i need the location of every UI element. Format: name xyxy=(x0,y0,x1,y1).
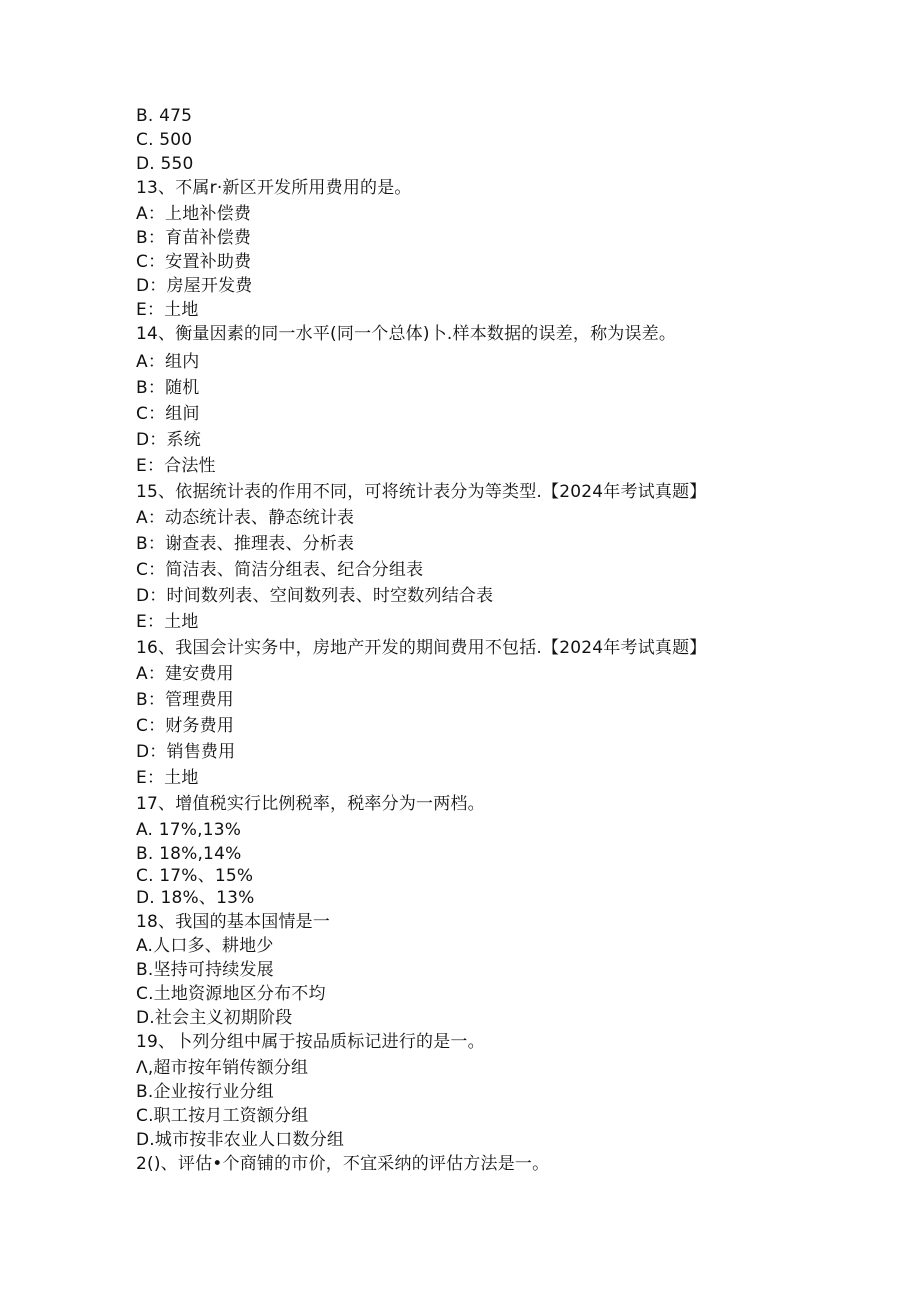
answer-option: B.企业按行业分组 xyxy=(136,1082,274,1102)
answer-option: D：房屋开发费 xyxy=(136,276,253,296)
question-stem: 19、卜列分组中属于按品质标记进行的是一。 xyxy=(136,1032,485,1052)
answer-option: A：上地补偿费 xyxy=(136,204,252,224)
answer-option: D：时间数列表、空间数列表、时空数列结合表 xyxy=(136,586,494,606)
question-stem: 18、我国的基本国情是一 xyxy=(136,912,331,932)
answer-option: Λ,超市按年销传额分组 xyxy=(136,1058,309,1078)
answer-option: D.城市按非农业人口数分组 xyxy=(136,1130,345,1150)
answer-option: B：管理费用 xyxy=(136,690,234,710)
answer-option: B.坚持可持续发展 xyxy=(136,960,274,980)
answer-option: D. 550 xyxy=(136,154,194,174)
answer-option: C.职工按月工资额分组 xyxy=(136,1106,309,1126)
answer-option: B. 475 xyxy=(136,106,193,126)
answer-option: E：土地 xyxy=(136,300,199,320)
answer-option: D. 18%、13% xyxy=(136,888,255,908)
answer-option: C.土地资源地区分布不均 xyxy=(136,984,326,1004)
answer-option: B：谢查表、推理表、分析表 xyxy=(136,534,355,554)
answer-option: A：组内 xyxy=(136,352,200,372)
answer-option: C：安置补助费 xyxy=(136,252,252,272)
answer-option: C. 500 xyxy=(136,130,193,150)
answer-option: A.人口多、耕地少 xyxy=(136,936,274,956)
answer-option: B. 18%,14% xyxy=(136,844,242,864)
answer-option: C：简洁表、简洁分组表、纪合分组表 xyxy=(136,560,424,580)
answer-option: C：组间 xyxy=(136,404,200,424)
question-stem: 2()、评估•个商铺的市价，不宜采纳的评估方法是一。 xyxy=(136,1154,550,1174)
answer-option: D：销售费用 xyxy=(136,742,236,762)
question-stem: 13、不属r·新区开发所用费用的是。 xyxy=(136,178,412,198)
answer-option: E：合法性 xyxy=(136,456,216,476)
answer-option: E：土地 xyxy=(136,612,199,632)
question-stem: 17、增值税实行比例税率，税率分为一两档。 xyxy=(136,794,485,814)
answer-option: E：土地 xyxy=(136,768,199,788)
answer-option: C：财务费用 xyxy=(136,716,235,736)
answer-option: A：动态统计表、静态统计表 xyxy=(136,508,355,528)
question-stem: 16、我国会计实务中，房地产开发的期间费用不包括.【2024年考试真题】 xyxy=(136,638,707,658)
answer-option: A：建安费用 xyxy=(136,664,234,684)
answer-option: B：随机 xyxy=(136,378,200,398)
answer-option: A. 17%,13% xyxy=(136,820,242,840)
answer-option: D.社会主义初期阶段 xyxy=(136,1008,293,1028)
question-stem: 15、依据统计表的作用不同，可将统计表分为等类型.【2024年考试真题】 xyxy=(136,482,707,502)
question-stem: 14、衡量因素的同一水平(同一个总体)卜.样本数据的误差，称为误差。 xyxy=(136,324,677,344)
answer-option: B：育苗补偿费 xyxy=(136,228,252,248)
answer-option: C. 17%、15% xyxy=(136,866,254,886)
answer-option: D：系统 xyxy=(136,430,201,450)
